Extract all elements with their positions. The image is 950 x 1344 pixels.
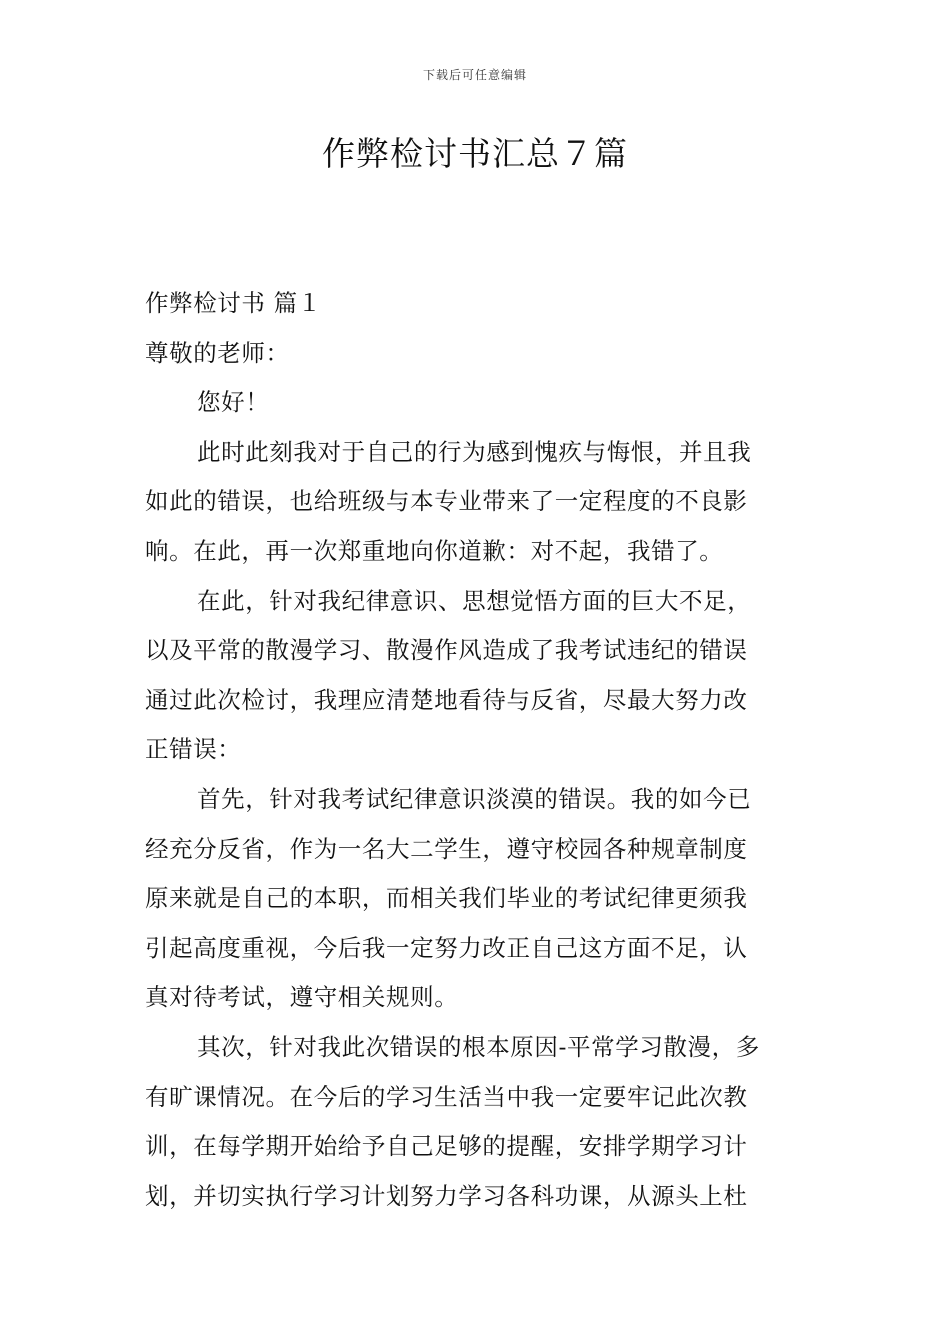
paragraph-line: 以及平常的散漫学习、散漫作风造成了我考试违纪的错误 (145, 636, 748, 665)
paragraph-line: 正错误： (145, 735, 242, 764)
document-body (145, 279, 810, 1221)
paragraph-line: 原来就是自己的本职，而相关我们毕业的考试纪律更须我 (145, 884, 748, 913)
paragraph-line: 响。在此，再一次郑重地向你道歉：对不起，我错了。 (145, 536, 724, 565)
paragraph-line: 训，在每学期开始给予自己足够的提醒，安排学期学习计 (145, 1132, 748, 1161)
paragraph-line: 经充分反省，作为一名大二学生，遵守校园各种规章制度 (145, 834, 748, 863)
paragraph-line: 通过此次检讨，我理应清楚地看待与反省，尽最大努力改 (145, 685, 748, 714)
paragraph-line: 真对待考试，遵守相关规则。 (145, 983, 459, 1012)
document-title: 作弊检讨书汇总７篇 (322, 134, 628, 173)
section-heading: 作弊检讨书 篇１ (145, 289, 322, 317)
paragraph-line: 在此，针对我纪律意识、思想觉悟方面的巨大不足， (197, 586, 752, 615)
paragraph-line: 首先，针对我考试纪律意识淡漠的错误。我的如今已 (197, 784, 752, 813)
salutation: 尊敬的老师： (145, 338, 290, 367)
greeting: 您好！ (197, 388, 270, 417)
header-note: 下载后可任意编辑 (422, 68, 527, 82)
paragraph-line: 其次，针对我此次错误的根本原因-平常学习散漫，多 (197, 1032, 760, 1061)
paragraph-line: 划，并切实执行学习计划努力学习各科功课，从源头上杜 (145, 1181, 748, 1210)
paragraph-line: 如此的错误，也给班级与本专业带来了一定程度的不良影 (145, 487, 748, 516)
paragraph-line: 有旷课情况。在今后的学习生活当中我一定要牢记此次教 (145, 1082, 748, 1111)
paragraph-line: 此时此刻我对于自己的行为感到愧疚与悔恨，并且我 (197, 437, 752, 466)
paragraph-line: 引起高度重视，今后我一定努力改正自己这方面不足，认 (145, 933, 748, 962)
